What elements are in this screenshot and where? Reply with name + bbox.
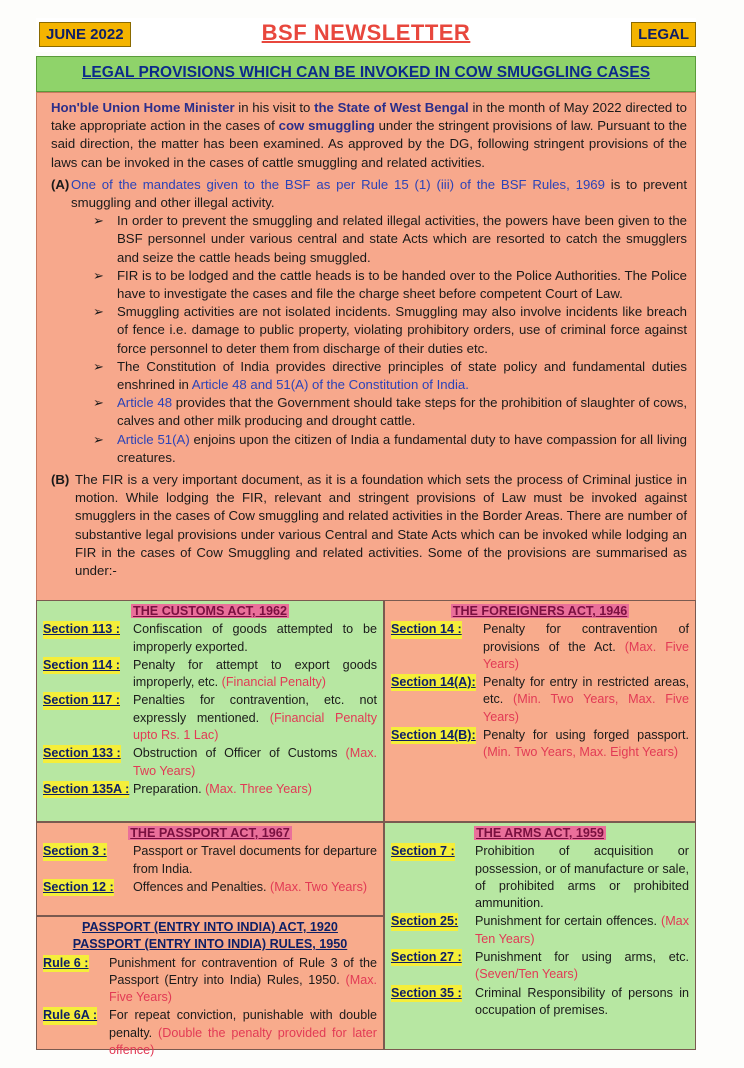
provision-text: Penalties for contravention, etc. not expressly mentioned. xyxy=(133,693,377,725)
provision-text: Obstruction of Officer of Customs xyxy=(133,746,346,761)
arms-act-box xyxy=(384,822,696,1050)
provision-description xyxy=(483,727,689,762)
foreigners-act-rows xyxy=(391,621,689,761)
provision-description xyxy=(109,1007,377,1059)
section-badge: LEGAL xyxy=(631,22,696,47)
provision-penalty: (Max. Two Years) xyxy=(133,746,377,778)
bullet-1: ➢ In order to prevent the smuggling and related illegal activities, the powers have been given to the BSF personnel under various central and state Acts which are resorted to catch the smugglers and seize the cattle heads being smuggled. xyxy=(93,212,687,267)
provision-row xyxy=(43,879,377,896)
provision-description xyxy=(133,657,377,692)
provision-row xyxy=(43,1007,377,1059)
provision-description xyxy=(475,843,689,912)
foreigners-act-title: THE FOREIGNERS ACT, 1946 xyxy=(452,604,628,618)
intro-paragraph xyxy=(51,99,687,172)
provision-section: Section 14 : xyxy=(391,621,462,638)
provision-section: Section 14(B): xyxy=(391,727,476,744)
provision-text: Penalty for entry in restricted areas, etc. xyxy=(483,675,689,707)
provision-section: Section 3 : xyxy=(43,843,107,860)
provision-penalty: (Min. Two Years, Max. Eight Years) xyxy=(483,745,679,760)
provision-row xyxy=(43,781,377,798)
intro-cow-smuggling: cow smuggling xyxy=(278,118,375,134)
provision-text: Penalty for contravention of provisions of the Act. xyxy=(483,622,689,654)
article-body xyxy=(36,92,696,616)
provision-section: Section 35 : xyxy=(391,985,462,1002)
header xyxy=(36,18,696,52)
provision-section: Section 117 : xyxy=(43,692,120,709)
foreigners-act-box xyxy=(384,600,696,822)
bullet-6 xyxy=(93,431,687,467)
entry-act-box xyxy=(36,916,384,1058)
bullet-4-text: The Constitution of India provides directive principles of state policy and fundamental duties enshrined in xyxy=(117,358,687,393)
bullet-6-article: Article 51(A) xyxy=(117,431,190,447)
bullet-4-articles: Article 48 and 51(A) of the Constitution of India. xyxy=(191,377,469,393)
intro-minister: Hon'ble Union Home Minister xyxy=(51,100,235,115)
provision-row xyxy=(391,621,689,673)
provision-text: Criminal Responsibility of persons in occupation of premises. xyxy=(475,985,689,1017)
provision-row xyxy=(43,621,377,656)
provision-text: Prohibition of acquisition or possession, or of manufacture or sale, of prohibited arms or prohibited ammunition. xyxy=(475,844,689,911)
provision-description xyxy=(133,781,377,798)
provision-penalty: (Max. Five Years) xyxy=(483,639,689,671)
provision-penalty: (Min. Two Years, Max. Five Years) xyxy=(483,692,689,724)
bullet-4 xyxy=(93,358,687,394)
passport-act-box xyxy=(36,822,384,916)
provision-row xyxy=(43,955,377,1007)
intro-text-3: under the stringent provisions of law. Pursuant to the said direction, the matter has been examined. As approved by the DG, following stringent provisions of the laws can be invoked in the cases of cattle smuggling and related activities. xyxy=(51,118,687,170)
entry-act-title: PASSPORT (ENTRY INTO INDIA) ACT, 1920 xyxy=(82,920,338,934)
bullet-5-text: provides that the Government should take steps for the prohibition of slaughter of cows, calves and other milk producing and drought cattle. xyxy=(117,395,687,429)
provision-row xyxy=(391,985,689,1020)
provision-description xyxy=(483,621,689,673)
provision-row xyxy=(43,745,377,780)
provision-penalty: (Financial Penalty upto Rs. 1 Lac) xyxy=(133,710,377,743)
bullet-5 xyxy=(93,394,687,430)
provision-section: Section 135A : xyxy=(43,781,129,798)
entry-act-rows xyxy=(43,955,377,1060)
provision-row xyxy=(391,949,689,984)
provision-description xyxy=(133,843,377,878)
item-b xyxy=(51,471,687,580)
customs-act-title: THE CUSTOMS ACT, 1962 xyxy=(133,604,287,618)
provision-section: Rule 6 : xyxy=(43,955,89,972)
provision-section: Section 25: xyxy=(391,913,458,930)
item-a-rule: Rule 15 (1) (iii) of the BSF Rules, 1969 xyxy=(361,176,605,192)
provision-section: Section 113 : xyxy=(43,621,120,638)
passport-act-rows xyxy=(43,843,377,896)
provision-text: Penalty for attempt to export goods improperly, etc. xyxy=(133,657,377,690)
provision-description xyxy=(483,674,689,726)
arms-act-rows xyxy=(391,843,689,1019)
provision-section: Section 7 : xyxy=(391,843,455,860)
item-a xyxy=(51,176,687,467)
newsletter-title: BSF NEWSLETTER xyxy=(261,20,471,45)
provision-row xyxy=(391,913,689,948)
intro-text-1: in his visit to xyxy=(234,100,315,115)
provision-penalty: (Seven/Ten Years) xyxy=(475,967,578,982)
provision-description xyxy=(475,913,689,948)
arms-act-title: THE ARMS ACT, 1959 xyxy=(476,826,604,840)
item-a-label: (A) xyxy=(51,176,70,192)
provision-section: Section 133 : xyxy=(43,745,121,762)
provision-text: Penalty for using forged passport. xyxy=(483,728,689,743)
provision-description xyxy=(133,745,377,780)
bullet-5-article: Article 48 xyxy=(117,395,173,411)
intro-text-2: in the month of May 2022 directed to take appropriate action in the cases of xyxy=(51,100,687,134)
customs-act-box xyxy=(36,600,384,822)
provision-section: Section 27 : xyxy=(391,949,462,966)
provision-section: Section 114 : xyxy=(43,657,120,674)
provision-penalty: (Financial Penalty) xyxy=(221,675,326,690)
provision-row xyxy=(391,674,689,726)
newsletter-page xyxy=(36,18,696,1058)
provision-text: Punishment for contravention of Rule 3 of the Passport (Entry into India) Rules, 1950. xyxy=(109,955,377,987)
article-title-banner xyxy=(36,56,696,92)
provision-text: For repeat conviction, punishable with double penalty. xyxy=(109,1008,377,1040)
provision-penalty: (Double the penalty provided for later offence) xyxy=(109,1025,377,1058)
provision-description xyxy=(475,949,689,984)
provision-description xyxy=(133,692,377,744)
item-a-text-1: One of the mandates given to the BSF as per xyxy=(71,176,362,192)
provision-penalty: (Max. Two Years) xyxy=(270,879,368,894)
provision-penalty: (Max Ten Years) xyxy=(475,914,689,946)
bullet-6-text: enjoins upon the citizen of India a fundamental duty to have compassion for all living creatures. xyxy=(117,431,687,465)
provision-text: Punishment for certain offences. xyxy=(475,914,661,929)
item-b-text: The FIR is a very important document, as it is a foundation which sets the process of Criminal justice in motion. While lodging the FIR, relevant and stringent provisions of Law must be invoked against smugglers in the cases of Cow smuggling and related activities in the Border Areas. There are number of substantive legal provisions under various Central and State Acts which can be invoked while lodging an FIR in the cases of Cow Smuggling and related activities. Some of the provisions are summarised as under:- xyxy=(75,472,687,579)
provision-description xyxy=(475,985,689,1020)
provision-text: Punishment for using arms, etc. xyxy=(475,950,689,965)
issue-date-badge: JUNE 2022 xyxy=(39,22,131,47)
provision-text: Confiscation of goods attempted to be improperly exported. xyxy=(133,622,377,654)
provision-section: Section 14(A): xyxy=(391,674,476,691)
provision-description xyxy=(133,879,377,896)
provision-penalty: (Max. Three Years) xyxy=(205,781,312,796)
item-a-bullets xyxy=(71,212,687,467)
provision-text: Offences and Penalties. xyxy=(133,879,270,894)
passport-act-title: THE PASSPORT ACT, 1967 xyxy=(130,826,290,840)
provision-row xyxy=(391,727,689,762)
provision-description xyxy=(133,621,377,656)
bullet-3: ➢ Smuggling activities are not isolated incidents. Smuggling may also involve incidents like breach of fence i.e. damage to public property, violating prohibitory orders, use of criminal force against force personnel to deter them from discharge of their duties etc. xyxy=(93,303,687,358)
item-a-text-2: is to prevent smuggling and other illegal activity. xyxy=(71,176,687,211)
bullet-2: ➢ FIR is to be lodged and the cattle heads is to be handed over to the Police Authorities. The Police have to investigate the cases and file the charge sheet before competent Court of Law. xyxy=(93,267,687,303)
customs-act-rows xyxy=(43,621,377,798)
provision-section: Rule 6A : xyxy=(43,1007,97,1024)
provision-text: Passport or Travel documents for departure from India. xyxy=(133,844,377,876)
intro-state: the State of West Bengal xyxy=(314,100,469,115)
provision-row xyxy=(391,843,689,912)
article-title: LEGAL PROVISIONS WHICH CAN BE INVOKED IN COW SMUGGLING CASES xyxy=(81,64,651,81)
provision-section: Section 12 : xyxy=(43,879,114,896)
provision-text: Preparation. xyxy=(133,781,206,796)
provision-row xyxy=(43,692,377,744)
provision-row xyxy=(43,657,377,692)
item-b-label: (B) xyxy=(51,472,70,488)
provisions-grid xyxy=(36,600,696,1058)
provision-description xyxy=(109,955,377,1007)
entry-rules-title: PASSPORT (ENTRY INTO INDIA) RULES, 1950 xyxy=(72,937,348,952)
provision-row xyxy=(43,843,377,878)
provision-penalty: (Max. Five Years) xyxy=(109,972,377,1005)
